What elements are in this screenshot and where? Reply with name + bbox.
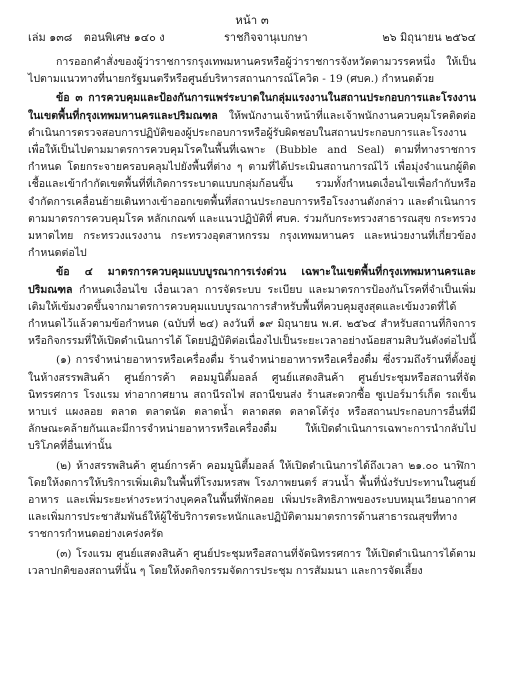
special-section: ตอนพิเศษ ๑๔๐ ง [83, 31, 165, 44]
page-number: หน้า ๓ [235, 13, 269, 27]
clause-4-text: กำหนดเงื่อนไข เงื่อนเวลา การจัดระบบ ระเบียบ และมาตรการป้องกันโรคที่จำเป็นเพิ่มเติมให้เข้มงวดขึ้นจากมาตรการควบคุมแบบบูรณาการสำหรับพื้นที่ควบคุมสูงสุดและเข้มงวดที่ได้กำหนดไว้แล้วตามข้อกำหนด (ฉบับที่ ๒๔) ลงวันที่ ๑๙ มิถุนายน พ.ศ. ๒๕๖๔ สำหรับสถานที่กิจการ หรือกิจกรรมที่ให้เปิดดำเนินการได้ โดยปฏิบัติต่อเนื่องไปเป็นระยะเวลาอย่างน้อยสามสิบวันดังต่อไปนี้ [28, 283, 477, 348]
item-1-text: (๑) การจำหน่ายอาหารหรือเครื่องดื่ม ร้านจำหน่ายอาหารหรือเครื่องดื่ม ซึ่งรวมถึงร้านที่ตั้งอยู่ในห้างสรรพสินค้า ศูนย์การค้า คอมมูนิตี้มอลล์ ศูนย์แสดงสินค้า ศูนย์ประชุมหรือสถานที่จัดนิทรรศการ โรงแรม ท่าอากาศยาน สถานีรถไฟ สถานีขนส่ง ร้านสะดวกซื้อ ซูเปอร์มาร์เก็ต รถเข็น หาบเร่ แผงลอย ตลาด ตลาดนัด ตลาดน้ำ ตลาดสด ตลาดโต้รุ่ง หรือสถานประกอบการอื่นที่มีลักษณะคล้ายกันและมีการจำหน่ายอาหารหรือเครื่องดื่ม ให้เปิดดำเนินการเฉพาะการนำกลับไปบริโภคที่อื่นเท่านั้น [28, 354, 476, 453]
volume-section-info [28, 28, 165, 46]
item-2-text: (๒) ห้างสรรพสินค้า ศูนย์การค้า คอมมูนิตี้มอลล์ ให้เปิดดำเนินการได้ถึงเวลา ๒๑.๐๐ นาฬิกา โดยให้งดการให้บริการเพิ่มเติมในพื้นที่โรงมหรสพ โรงภาพยนตร์ สวนน้ำ พื้นที่นั่งรับประทานในศูนย์อาหาร และเพิ่มระยะห่างระหว่างบุคคลในพื้นที่พักคอย เพิ่มประสิทธิภาพของระบบหมุนเวียนอากาศ และเพิ่มการประชาสัมพันธ์ให้ผู้ใช้บริการตระหนักและปฏิบัติตามมาตรการด้านสาธารณสุขที่ทางราชการกำหนดอย่างเคร่งครัด [28, 459, 476, 541]
clause-4-paragraph [28, 264, 476, 350]
item-3-paragraph [28, 546, 476, 580]
clause-3-text: ให้พนักงานเจ้าหน้าที่และเจ้าพนักงานควบคุมโรคติดต่อดำเนินการตรวจสอบการปฏิบัติของผู้ประกอบการหรือผู้รับผิดชอบในสถานประกอบการและโรงงาน เพื่อให้เป็นไปตามมาตรการควบคุมโรคในพื้นที่เฉพาะ (Bubble and Seal) ตามที่ทางราชการกำหนด โดยกระจายครอบคลุมไปยังพื้นที่ต่าง ๆ ตามที่ได้ประเมินสถานการณ์ไว้ เพื่อมุ่งจำแนกผู้ติดเชื้อและเข้ากำกัดเขตพื้นที่ที่เกิดการระบาดแบบกลุ่มก้อนขึ้น รวมทั้งกำหนดเงื่อนไขเพื่อกำกับหรือจำกัดการเคลื่อนย้ายเดินทางเข้าออกเขตพื้นที่สถานประกอบการหรือโรงงานดังกล่าว และดำเนินการตามมาตรการควบคุมโรค หลักเกณฑ์ และแนวปฏิบัติที่ ศบค. ร่วมกับกระทรวงสาธารณสุข กระทรวงมหาดไทย กระทรวงแรงงาน กระทรวงอุตสาหกรรม กรุงเทพมหานคร และหน่วยงานที่เกี่ยวข้องกำหนดต่อไป [28, 109, 476, 260]
gazette-name: ราชกิจจานุเบกษา [224, 31, 308, 44]
item-1-paragraph [28, 352, 476, 455]
clause-4-heading: ข้อ ๔ มาตรการควบคุมแบบบูรณาการเร่งด่วน เฉพาะในเขตพื้นที่กรุงเทพมหานครและปริมณฑล [28, 266, 476, 296]
item-3-text: (๓) โรงแรม ศูนย์แสดงสินค้า ศูนย์ประชุมหรือสถานที่จัดนิทรรศการ ให้เปิดดำเนินการได้ตามเวลาปกติของสถานที่นั้น ๆ โดยให้งดกิจกรรมจัดการประชุม การสัมมนา และการจัดเลี้ยง [28, 547, 476, 577]
running-header [28, 6, 476, 46]
clause-3-paragraph [28, 90, 476, 262]
intro-paragraph [28, 54, 476, 88]
volume-number: เล่ม ๑๓๘ [28, 31, 73, 44]
publication-date: ๒๖ มิถุนายน ๒๕๖๔ [382, 31, 476, 44]
paragraph-text: การออกคำสั่งของผู้ว่าราชการกรุงเทพมหานครหรือผู้ว่าราชการจังหวัดตามวรรคหนึ่ง ให้เป็นไปตามแนวทางที่นายกรัฐมนตรีหรือศูนย์บริหารสถานการณ์โควิด - 19 (ศบค.) กำหนดด้วย [28, 56, 476, 86]
item-2-paragraph [28, 458, 476, 544]
clause-3-heading: ข้อ ๓ การควบคุมและป้องกันการแพร่ระบาดในกลุ่มแรงงานในสถานประกอบการและโรงงานในเขตพื้นที่กรุงเทพมหานครและปริมณฑล [28, 92, 476, 122]
document-body [28, 54, 476, 580]
